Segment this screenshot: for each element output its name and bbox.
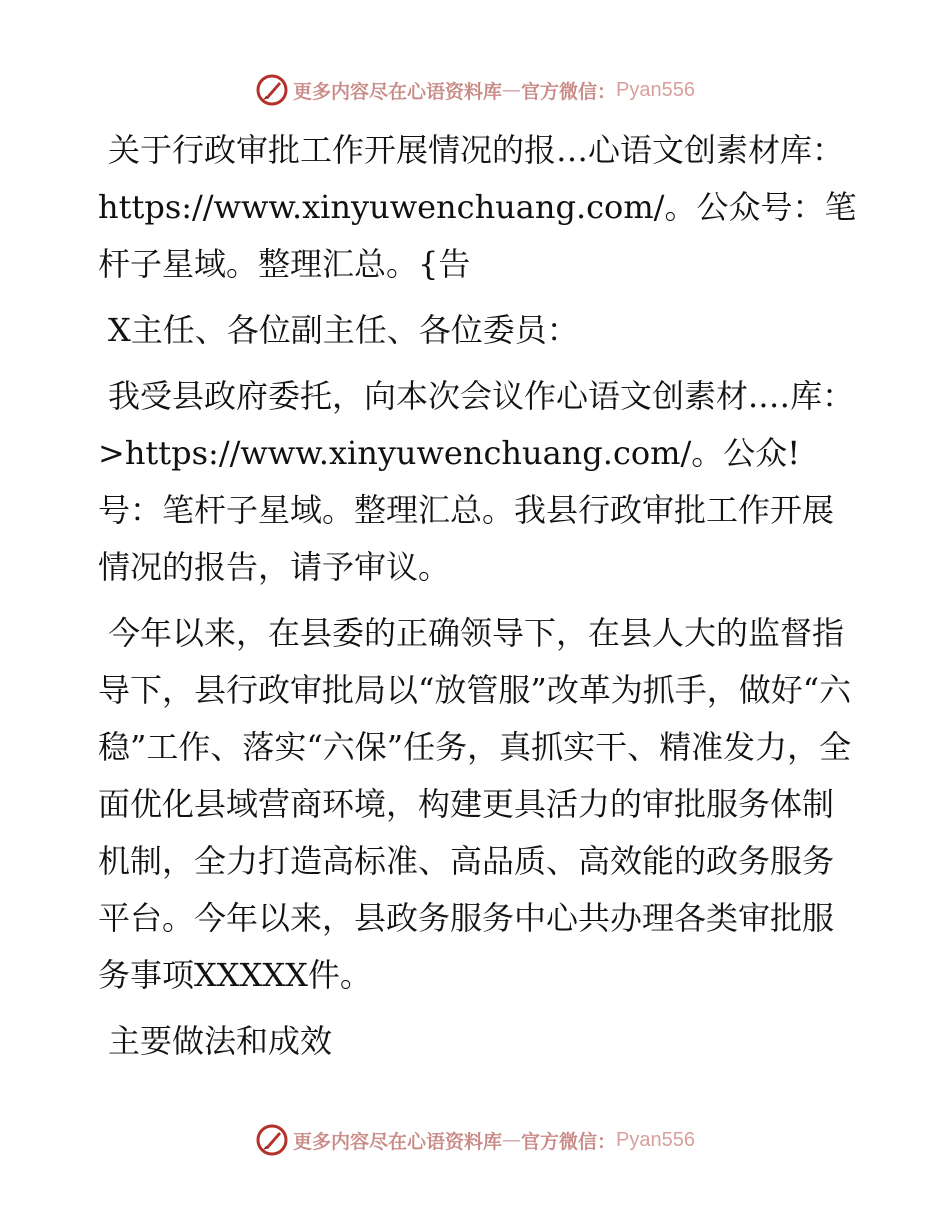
- footer-banner-dash: —: [502, 1129, 522, 1151]
- paragraph-entrusted-report: 我受县政府委托，向本次会议作心语文创素材.…库：>https://www.xinyuwenchuang.com/。公众!号：笔杆子星域。整理汇总。我县行政审批工作开展情况的报告，请予审议。: [98, 377, 855, 586]
- header-watermark-banner: [0, 70, 950, 110]
- header-banner-wechat-label: 官方微信：: [521, 80, 617, 103]
- section-heading-main-practices: 主要做法和成效: [108, 1022, 333, 1060]
- footer-banner-main-text: 更多内容尽在心语资料库: [293, 1130, 503, 1153]
- header-banner-main-text: 更多内容尽在心语资料库: [293, 80, 503, 103]
- footer-banner-wechat-handle: Pyan556: [616, 1128, 695, 1151]
- footer-banner-wechat-label: 官方微信：: [521, 1130, 617, 1153]
- paragraph-overview: 今年以来，在县委的正确领导下，在县人大的监督指导下，县行政审批局以“放管服”改革为抓手，做好“六稳”工作、落实“六保”任务，真抓实干、精准发力，全面优化县域营商环境，构建更具活力的审批服务体制机制，全力打造高标准、高品质、高效能的政务服务平台。今年以来，县政务服务中心共办理各类审批服务事项XXXXX件。: [98, 614, 852, 994]
- header-banner-wechat-handle: Pyan556: [616, 78, 695, 101]
- paragraph-title-intro: 关于行政审批工作开展情况的报…心语文创素材库：https://www.xinyuwenchuang.com/。公众号：笔杆子星域。整理汇总。{告: [98, 131, 857, 283]
- header-banner-dash: —: [502, 79, 522, 101]
- document-body: [98, 122, 858, 1079]
- footer-watermark-banner: [0, 1120, 950, 1160]
- quill-pen-logo-icon: [255, 73, 289, 107]
- paragraph-salutation: X主任、各位副主任、各位委员：: [108, 311, 579, 349]
- quill-pen-logo-icon: [255, 1123, 289, 1157]
